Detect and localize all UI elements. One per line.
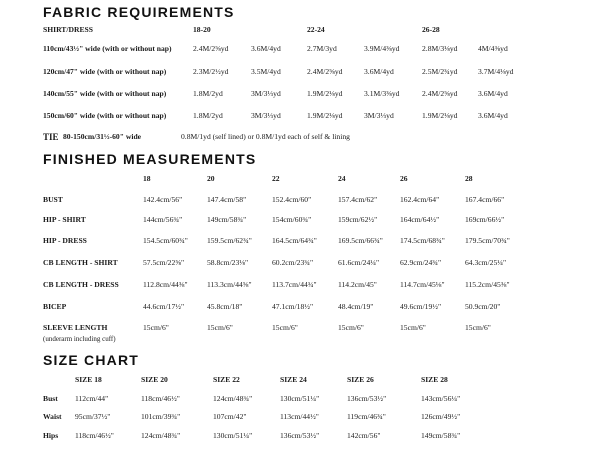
- fabric-cell: 2.4M/2⅝yd: [193, 44, 229, 53]
- finished-heading: FINISHED MEASUREMENTS: [43, 151, 257, 167]
- finished-cell: 15cm/6": [465, 323, 491, 332]
- finished-size-header: 24: [338, 174, 346, 183]
- finished-cell: 61.6cm/24¼": [338, 258, 380, 267]
- fabric-size-group: 22-24: [307, 25, 325, 34]
- finished-cell: 174.5cm/68¾": [400, 236, 445, 245]
- finished-cell: 15cm/6": [207, 323, 233, 332]
- finished-cell: 164.5cm/64¾": [272, 236, 317, 245]
- finished-cell: 15cm/6": [338, 323, 364, 332]
- finished-cell: 49.6cm/19½": [400, 302, 442, 311]
- fabric-cell: 3M/3⅓yd: [251, 89, 281, 98]
- finished-cell: 147.4cm/58": [207, 195, 247, 204]
- sizechart-cell: 95cm/37½": [75, 412, 111, 421]
- finished-row-label: BICEP: [43, 302, 67, 311]
- fabric-size-group: 18-20: [193, 25, 211, 34]
- fabric-cell: 2.8M/3⅛yd: [422, 44, 458, 53]
- fabric-cell: 1.9M/2⅛yd: [422, 111, 458, 120]
- fabric-cell: 3.9M/4⅜yd: [364, 44, 400, 53]
- finished-size-header: 22: [272, 174, 280, 183]
- finished-cell: 154.5cm/60¾": [143, 236, 188, 245]
- finished-row-label: HIP - SHIRT: [43, 215, 86, 224]
- sizechart-cell: 126cm/49½": [421, 412, 461, 421]
- fabric-cell: 3.6M/4yd: [364, 67, 394, 76]
- fabric-cell: 3.6M/4yd: [478, 111, 508, 120]
- fabric-cell: 3M/3⅓yd: [251, 111, 281, 120]
- finished-row-label: HIP - DRESS: [43, 236, 87, 245]
- finished-cell: 159.5cm/62¾": [207, 236, 252, 245]
- fabric-cell: 2.3M/2½yd: [193, 67, 229, 76]
- finished-cell: 152.4cm/60": [272, 195, 312, 204]
- tie-text: 0.8M/1yd (self lined) or 0.8M/1yd each of self & lining: [181, 132, 350, 141]
- finished-cell: 45.8cm/18": [207, 302, 243, 311]
- finished-cell: 167.4cm/66": [465, 195, 505, 204]
- tie-width: 80-150cm/31½-60" wide: [63, 132, 142, 141]
- fabric-cell: 2.7M/3yd: [307, 44, 337, 53]
- fabric-row-label: 110cm/43½" wide (with or without nap): [43, 44, 172, 53]
- finished-cell: 115.2cm/45⅜": [465, 280, 510, 289]
- fabric-cell: 3M/3⅓yd: [364, 111, 394, 120]
- sizechart-size-header: SIZE 26: [347, 375, 374, 384]
- finished-cell: 149cm/58¾": [207, 215, 247, 224]
- sizechart-size-header: SIZE 22: [213, 375, 240, 384]
- sizechart-cell: 149cm/58¾": [421, 431, 461, 440]
- finished-cell: 113.3cm/44⅝": [207, 280, 252, 289]
- sizechart-cell: 113cm/44½": [280, 412, 319, 421]
- finished-cell: 15cm/6": [400, 323, 426, 332]
- sizechart-cell: 124cm/48¾": [141, 431, 181, 440]
- fabric-cell: 3.7M/4⅛yd: [478, 67, 514, 76]
- sizechart-cell: 101cm/39¾": [141, 412, 181, 421]
- finished-cell: 15cm/6": [272, 323, 298, 332]
- fabric-row-label: 140cm/55" wide (with or without nap): [43, 89, 167, 98]
- finished-cell: 112.8cm/44⅜": [143, 280, 188, 289]
- sizechart-size-header: SIZE 24: [280, 375, 307, 384]
- finished-cell: 114.2cm/45": [338, 280, 377, 289]
- finished-cell: 179.5cm/70¾": [465, 236, 510, 245]
- sizechart-cell: 118cm/46½": [141, 394, 180, 403]
- finished-cell: 58.8cm/23⅛": [207, 258, 249, 267]
- finished-cell: 48.4cm/19": [338, 302, 374, 311]
- fabric-cell: 2.5M/2¾yd: [422, 67, 458, 76]
- finished-cell: 164cm/64½": [400, 215, 440, 224]
- fabric-cell: 1.9M/2⅛yd: [307, 111, 343, 120]
- finished-size-header: 18: [143, 174, 151, 183]
- sizechart-cell: 112cm/44": [75, 394, 109, 403]
- finished-cell: 169.5cm/66¾": [338, 236, 383, 245]
- fabric-cell: 4M/4⅜yd: [478, 44, 508, 53]
- sizechart-cell: 107cm/42": [213, 412, 247, 421]
- finished-cell: 47.1cm/18½": [272, 302, 314, 311]
- sizechart-cell: 136cm/53½": [280, 431, 320, 440]
- finished-cell: 57.5cm/22⅝": [143, 258, 185, 267]
- finished-cell: 15cm/6": [143, 323, 169, 332]
- sizechart-row-label: Bust: [43, 394, 58, 403]
- fabric-cell: 2.4M/2⅝yd: [307, 67, 343, 76]
- finished-cell: 157.4cm/62": [338, 195, 378, 204]
- fabric-cell: 1.9M/2⅛yd: [307, 89, 343, 98]
- fabric-cell: 1.8M/2yd: [193, 89, 223, 98]
- finished-cell: 44.6cm/17½": [143, 302, 185, 311]
- fabric-heading: FABRIC REQUIREMENTS: [43, 4, 235, 20]
- finished-cell: 64.3cm/25¼": [465, 258, 507, 267]
- sizechart-cell: 118cm/46½": [75, 431, 114, 440]
- sizechart-cell: 142cm/56": [347, 431, 381, 440]
- sizechart-heading: SIZE CHART: [43, 352, 139, 368]
- tie-label: TIE: [43, 132, 59, 142]
- finished-cell: 114.7cm/45⅛": [400, 280, 445, 289]
- sizechart-row-label: Waist: [43, 412, 62, 421]
- sizechart-cell: 130cm/51¼": [213, 431, 253, 440]
- finished-cell: 113.7cm/44¾": [272, 280, 317, 289]
- sizechart-cell: 136cm/53½": [347, 394, 387, 403]
- sizechart-size-header: SIZE 18: [75, 375, 102, 384]
- finished-cell: 142.4cm/56": [143, 195, 183, 204]
- finished-row-label: CB LENGTH - SHIRT: [43, 258, 118, 267]
- finished-size-header: 28: [465, 174, 473, 183]
- sizechart-size-header: SIZE 28: [421, 375, 448, 384]
- sizechart-row-label: Hips: [43, 431, 59, 440]
- sizechart-cell: 130cm/51¼": [280, 394, 320, 403]
- finished-cell: 50.9cm/20": [465, 302, 501, 311]
- fabric-cell: 3.6M/4yd: [478, 89, 508, 98]
- finished-cell: 154cm/60¾": [272, 215, 312, 224]
- finished-cell: 162.4cm/64": [400, 195, 440, 204]
- finished-cell: 60.2cm/23¾": [272, 258, 314, 267]
- finished-size-header: 26: [400, 174, 408, 183]
- finished-size-header: 20: [207, 174, 215, 183]
- sizechart-cell: 124cm/48¾": [213, 394, 253, 403]
- finished-cell: 159cm/62½": [338, 215, 378, 224]
- finished-cell: 169cm/66½": [465, 215, 505, 224]
- finished-row-label: BUST: [43, 195, 63, 204]
- fabric-size-group: 26-28: [422, 25, 440, 34]
- finished-row-label: SLEEVE LENGTH: [43, 323, 108, 332]
- fabric-cell: 3.6M/4yd: [251, 44, 281, 53]
- finished-cell: 62.9cm/24¾": [400, 258, 442, 267]
- fabric-cell: 2.4M/2⅝yd: [422, 89, 458, 98]
- fabric-col-label: SHIRT/DRESS: [43, 25, 93, 34]
- fabric-row-label: 150cm/60" wide (with or without nap): [43, 111, 167, 120]
- sleeve-note: (underarm including cuff): [43, 335, 116, 343]
- fabric-cell: 3.1M/3⅜yd: [364, 89, 400, 98]
- fabric-cell: 1.8M/2yd: [193, 111, 223, 120]
- sizechart-cell: 119cm/46¾": [347, 412, 386, 421]
- finished-row-label: CB LENGTH - DRESS: [43, 280, 119, 289]
- sizechart-cell: 143cm/56¼": [421, 394, 461, 403]
- sizechart-size-header: SIZE 20: [141, 375, 168, 384]
- finished-cell: 144cm/56¾": [143, 215, 183, 224]
- fabric-cell: 3.5M/4yd: [251, 67, 281, 76]
- fabric-row-label: 120cm/47" wide (with or without nap): [43, 67, 167, 76]
